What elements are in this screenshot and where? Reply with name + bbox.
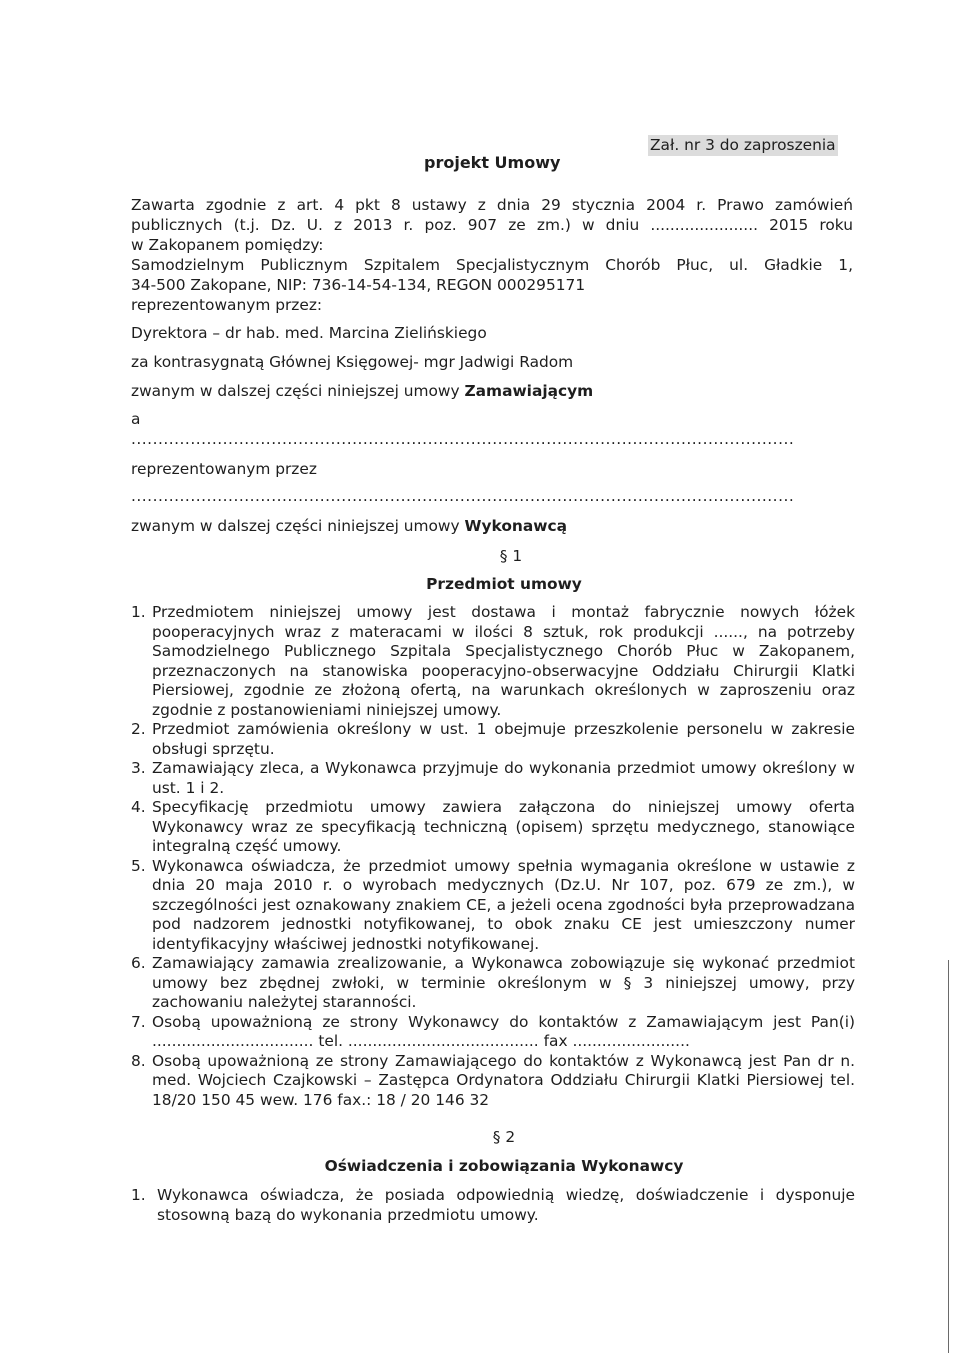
list-item-number: 3. — [131, 759, 146, 777]
list-item — [131, 857, 855, 955]
intro-line-5: 34-500 Zakopane, NIP: 736-14-54-134, REGON 000295171 — [131, 276, 586, 294]
list-item-text: Zamawiający zamawia zrealizowanie, a Wykonawca zobowiązuje się wykonać przedmiot umowy bez zbędnej zwłoki, w terminie określonym w § 3 niniejszej umowy, przy zachowaniu należytej staranności. — [152, 954, 855, 1011]
contractor-blank-line: ........................................................................................................................... — [131, 430, 795, 448]
director-line: Dyrektora – dr hab. med. Marcina Zielińskiego — [131, 324, 487, 342]
intro-line-3: w Zakopanem pomiędzy: — [131, 236, 324, 254]
list-item — [131, 954, 855, 1013]
list-item — [131, 603, 855, 720]
contractor-prefix: zwanym w dalszej części niniejszej umowy — [131, 517, 460, 535]
section-2-list — [131, 1186, 855, 1225]
section-1-list — [131, 603, 855, 1110]
list-item-text: Specyfikację przedmiotu umowy zawiera załączona do niniejszej umowy oferta Wykonawcy wraz ze specyfikacją techniczną (opisem) sprzętu medycznego, stanowiące integralną część umowy. — [152, 798, 855, 855]
list-item-number: 1. — [131, 603, 146, 621]
intro-line-1: Zawarta zgodnie z art. 4 pkt 8 ustawy z dnia 29 stycznia 2004 r. Prawo zamówień — [131, 196, 853, 214]
scan-edge-line — [948, 960, 949, 1353]
section-1-symbol: § 1 — [499, 547, 523, 565]
document-title: projekt Umowy — [424, 153, 561, 172]
and-line: a — [131, 410, 141, 428]
intro-line-6: reprezentowanym przez: — [131, 296, 323, 314]
buyer-name: Zamawiającym — [464, 382, 594, 400]
list-item-text: Przedmiotem niniejszej umowy jest dostawa i montaż fabrycznie nowych łóżek pooperacyjnych wraz z materacami w ilości 8 sztuk, rok produkcji ......, na potrzeby Samodzielnego Publicznego Szpitala Specjalistycznego Chorób Płuc w Zakopanem, przeznaczonych na stanowiska pooperacyjno-obserwacyjne Oddziału Chirurgii Klatki Piersiowej, zgodnie ze złożoną ofertą, na warunkach określonych w zaproszeniu oraz zgodnie z postanowieniami niniejszej umowy. — [152, 603, 855, 719]
contractor-name: Wykonawcą — [464, 517, 567, 535]
list-item — [131, 1186, 855, 1225]
list-item-number: 8. — [131, 1051, 146, 1070]
list-item-text: Wykonawca oświadcza, że przedmiot umowy spełnia wymagania określone w ustawie z dnia 20 maja 2010 r. o wyrobach medycznych (Dz.U. Nr 107, poz. 679 ze zm.), w szczególności jest oznakowany znakiem CE, a jeżeli ocena zgodności była przeprowadzana pod nadzorem jednostki notyfikowanej, to obok znaku CE jest umieszczony numer identyfikacyjny właściwej jednostki notyfikowanej. — [152, 856, 855, 953]
section-2-symbol: § 2 — [492, 1128, 516, 1146]
list-item-number: 5. — [131, 856, 146, 875]
list-item-text: Zamawiający zleca, a Wykonawca przyjmuje do wykonania przedmiot umowy określony w ust. 1 i 2. — [152, 759, 855, 797]
list-item — [131, 759, 855, 798]
section-1-title: Przedmiot umowy — [426, 575, 582, 593]
list-item-text: Osobą upoważnioną ze strony Zamawiającego do kontaktów z Wykonawcą jest Pan dr n. med. Wojciech Czajkowski – Zastępca Ordynatora Oddziału Chirurgii Klatki Piersiowej tel. 18/20 150 45 wew. 176 fax.: 18 / 20 146 32 — [152, 1051, 855, 1109]
section-2-title: Oświadczenia i zobowiązania Wykonawcy — [324, 1157, 684, 1175]
buyer-prefix: zwanym w dalszej części niniejszej umowy — [131, 382, 460, 400]
list-item-number: 1. — [131, 1186, 146, 1204]
intro-line-4: Samodzielnym Publicznym Szpitalem Specjalistycznym Chorób Płuc, ul. Gładkie 1, — [131, 256, 853, 274]
intro-line-2: publicznych (t.j. Dz. U. z 2013 r. poz. 907 ze zm.) w dniu ...................... 2015 roku — [131, 216, 853, 234]
attachment-label: Zał. nr 3 do zaproszenia — [650, 136, 836, 154]
contractor-line — [131, 517, 567, 537]
list-item — [131, 798, 855, 857]
list-item — [131, 1013, 855, 1052]
list-item-number: 2. — [131, 720, 146, 738]
list-item — [131, 720, 855, 759]
represented-line: reprezentowanym przez — [131, 460, 317, 478]
list-item-text: Wykonawca oświadcza, że posiada odpowiednią wiedzę, doświadczenie i dysponuje stosowną bazą do wykonania przedmiotu umowy. — [157, 1186, 855, 1224]
list-item-number: 7. — [131, 1012, 146, 1031]
representative-blank-line: ........................................................................................................................... — [131, 487, 795, 505]
list-item-number: 4. — [131, 798, 146, 816]
list-item-number: 6. — [131, 954, 146, 972]
buyer-line — [131, 382, 593, 402]
list-item-text: Osobą upoważnioną ze strony Wykonawcy do kontaktów z Zamawiającym jest Pan(i) ................................. tel. ....................................... fax ........................ — [152, 1012, 855, 1050]
list-item-text: Przedmiot zamówienia określony w ust. 1 obejmuje przeszkolenie personelu w zakresie obsługi sprzętu. — [152, 720, 855, 758]
countersign-line: za kontrasygnatą Głównej Księgowej- mgr Jadwigi Radom — [131, 353, 574, 371]
list-item — [131, 1052, 855, 1111]
